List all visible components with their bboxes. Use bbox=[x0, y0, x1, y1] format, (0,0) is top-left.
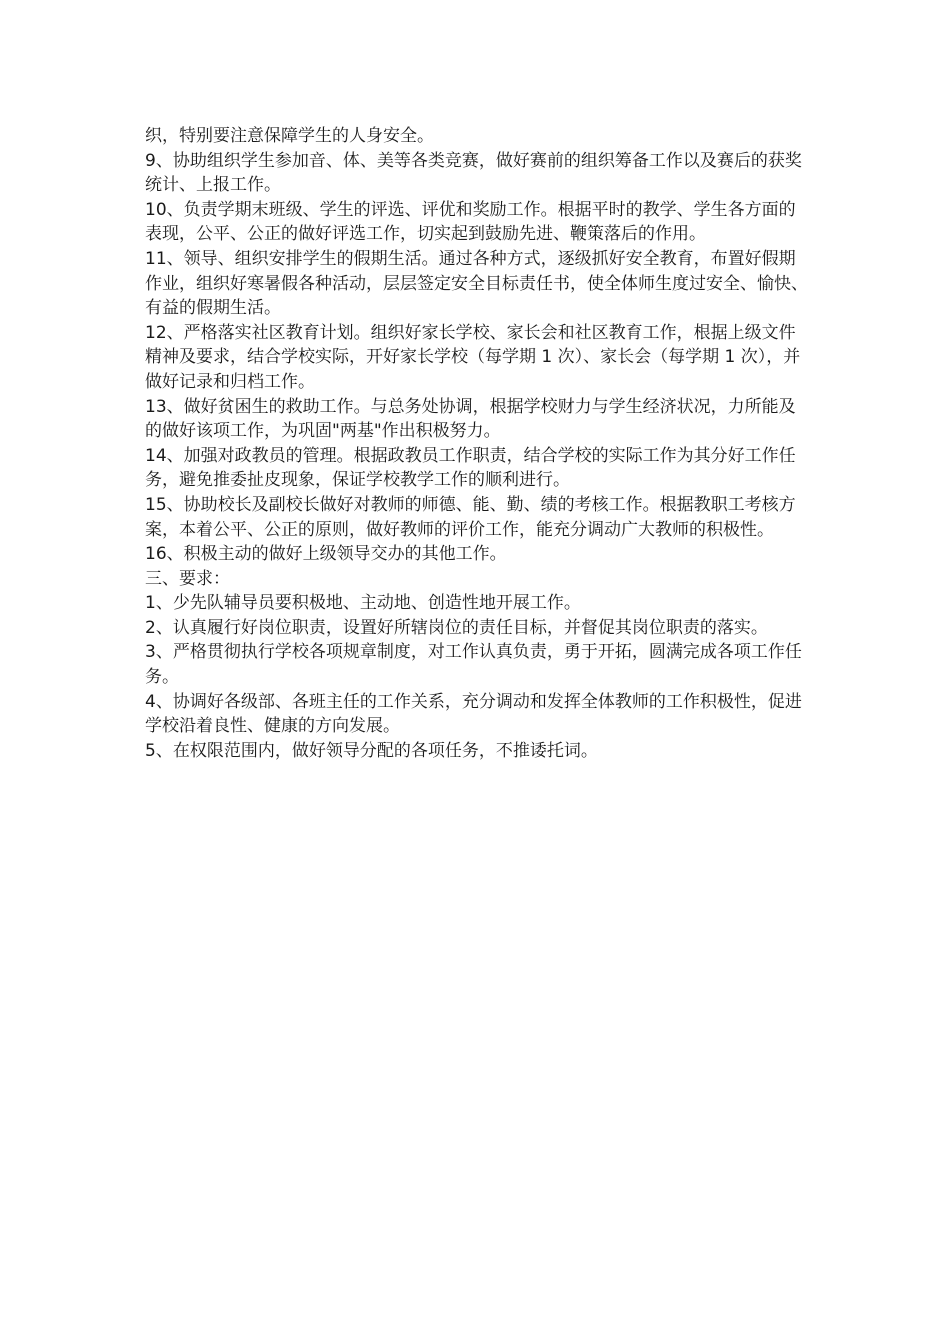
requirement-item-2: 2、认真履行好岗位职责，设置好所辖岗位的责任目标，并督促其岗位职责的落实。 bbox=[145, 617, 768, 638]
paragraph-continuation: 织，特别要注意保障学生的人身安全。 bbox=[145, 126, 434, 146]
paragraph-item-14: 14、加强对政教员的管理。根据政教员工作职责，结合学校的实际工作为其分好工作任务，避免推委扯皮现象，保证学校教学工作的顺利进行。 bbox=[145, 445, 796, 491]
paragraph-item-11: 11、领导、组织安排学生的假期生活。通过各种方式，逐级抓好安全教育，布置好假期作业，组织好寒暑假各种活动，层层签定安全目标责任书，使全体师生度过安全、愉快、有益的假期生活。 bbox=[145, 248, 808, 319]
paragraph-item-13: 13、做好贫困生的救助工作。与总务处协调，根据学校财力与学生经济状况，力所能及的做好该项工作，为巩固"两基"作出积极努力。 bbox=[145, 396, 796, 442]
paragraph-item-16: 16、积极主动的做好上级领导交办的其他工作。 bbox=[145, 544, 507, 565]
paragraph-item-10: 10、负责学期末班级、学生的评选、评优和奖励工作。根据平时的教学、学生各方面的表现，公平、公正的做好评选工作，切实起到鼓励先进、鞭策落后的作用。 bbox=[145, 199, 796, 245]
paragraph-item-15: 15、协助校长及副校长做好对教师的师德、能、勤、绩的考核工作。根据教职工考核方案，本着公平、公正的原则，做好教师的评价工作，能充分调动广大教师的积极性。 bbox=[145, 494, 796, 540]
paragraph-item-9: 9、协助组织学生参加音、体、美等各类竞赛，做好赛前的组织筹备工作以及赛后的获奖统计、上报工作。 bbox=[145, 150, 802, 196]
document-body bbox=[145, 124, 810, 763]
requirement-item-1: 1、少先队辅导员要积极地、主动地、创造性地开展工作。 bbox=[145, 593, 581, 614]
requirement-item-5: 5、在权限范围内，做好领导分配的各项任务，不推诿托词。 bbox=[145, 740, 598, 761]
requirement-item-4: 4、协调好各级部、各班主任的工作关系，充分调动和发挥全体教师的工作积极性，促进学校沿着良性、健康的方向发展。 bbox=[145, 691, 802, 737]
section-heading-requirements: 三、要求： bbox=[145, 568, 230, 589]
paragraph-item-12: 12、严格落实社区教育计划。组织好家长学校、家长会和社区教育工作，根据上级文件精神及要求，结合学校实际，开好家长学校（每学期 1 次）、家长会（每学期 1 次），并做好记录和归档工作。 bbox=[145, 322, 801, 392]
requirement-item-3: 3、严格贯彻执行学校各项规章制度，对工作认真负责，勇于开拓，圆满完成各项工作任务。 bbox=[145, 642, 802, 688]
